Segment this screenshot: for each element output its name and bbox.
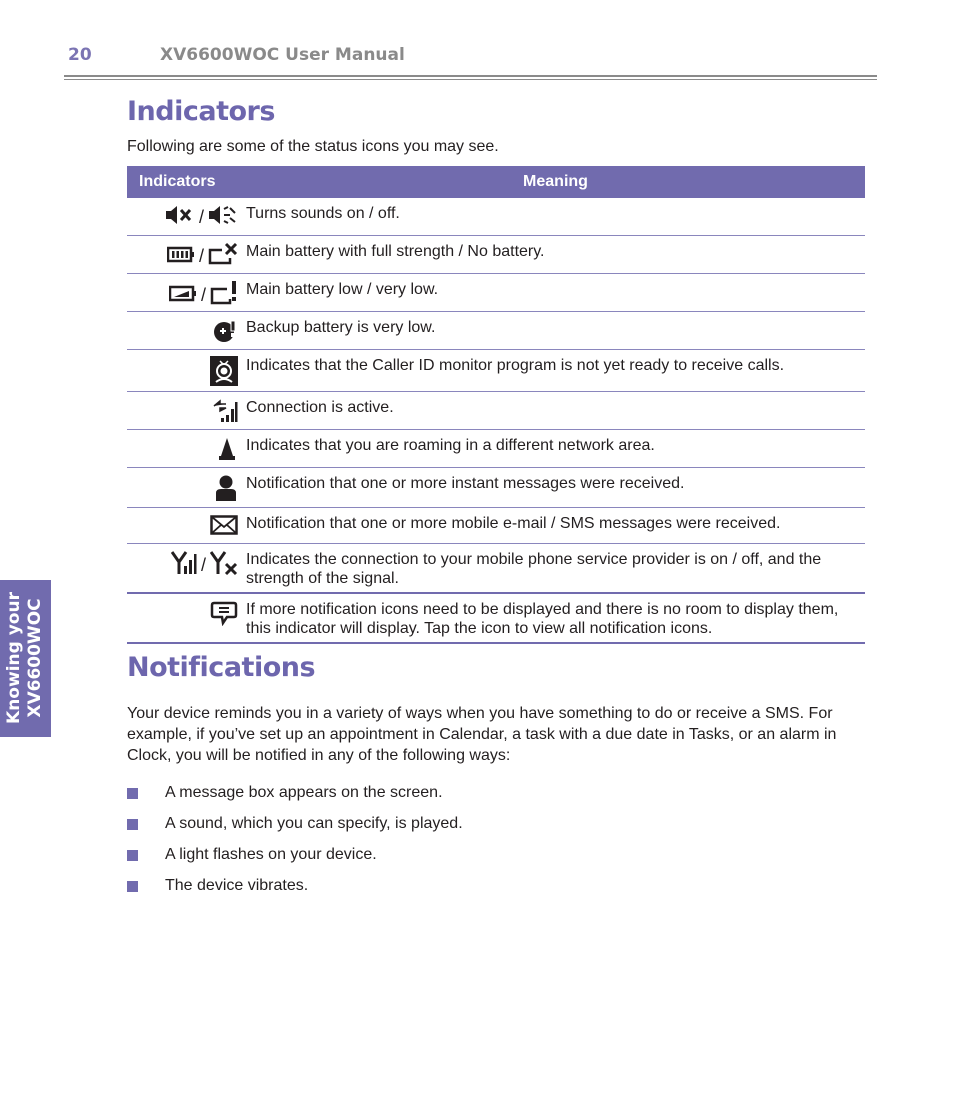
table-row (127, 391, 865, 429)
side-tab (0, 580, 51, 737)
bullet-square-icon (127, 850, 138, 861)
notifications-heading: Notifications (127, 652, 316, 683)
list-item-text: A light flashes on your device. (165, 846, 377, 863)
meaning-cell: Notification that one or more mobile e-mail / SMS messages were received. (246, 507, 865, 543)
battery-low-icon (169, 282, 197, 309)
roaming-icon (216, 436, 238, 467)
instant-message-icon (214, 474, 238, 507)
indicator-cell (127, 198, 246, 235)
bullet-square-icon (127, 881, 138, 892)
indicator-cell (127, 391, 246, 429)
table-row (127, 349, 865, 391)
header-rule-thin (64, 79, 877, 80)
table-row (127, 273, 865, 311)
list-item-text: A message box appears on the screen. (165, 784, 443, 801)
caller-id-not-ready-icon (210, 356, 238, 391)
meaning-cell: If more notification icons need to be displayed and there is no room to display them, this indicator will display. Tap the icon to view all notification icons. (246, 593, 865, 643)
speaker-on-icon (208, 204, 238, 231)
indicator-cell (127, 507, 246, 543)
page-header (0, 0, 954, 82)
notifications-paragraph: Your device reminds you in a variety of ways when you have something to do or receive a SMS. For example, if you’ve set up an appointment in Calendar, a task with a due date in Tasks, or an alarm in Clock, you will be notified in any of the following ways: (127, 705, 837, 764)
signal-off-icon (210, 550, 238, 581)
signal-on-icon (171, 550, 197, 581)
indicator-cell (127, 311, 246, 349)
slash-separator: / (200, 554, 206, 575)
indicators-intro: Following are some of the status icons you may see. (127, 138, 499, 155)
indicator-cell (127, 349, 246, 391)
indicator-cell (127, 273, 246, 311)
indicator-cell (127, 467, 246, 507)
table-row (127, 235, 865, 273)
slash-separator: / (198, 207, 204, 227)
battery-full-icon (167, 243, 195, 270)
indicator-cell (127, 235, 246, 273)
table-row (127, 507, 865, 543)
meaning-cell: Indicates that you are roaming in a different network area. (246, 429, 865, 467)
side-tab-label (4, 580, 46, 737)
list-item-text: A sound, which you can specify, is played. (165, 815, 463, 832)
running-title: XV6600WOC User Manual (160, 45, 405, 65)
table-row (127, 311, 865, 349)
indicators-table (127, 166, 865, 644)
envelope-icon (210, 514, 238, 541)
meaning-cell: Indicates that the Caller ID monitor program is not yet ready to receive calls. (246, 349, 865, 391)
side-tab-line-1: Knowing your (4, 592, 24, 724)
table-row (127, 467, 865, 507)
slash-separator: / (200, 284, 206, 305)
bullet-square-icon (127, 819, 138, 830)
speaker-off-icon (165, 204, 195, 231)
column-header-indicators: Indicators (127, 166, 246, 198)
side-tab-line-2: XV6600WOC (25, 598, 45, 718)
meaning-cell: Main battery with full strength / No battery. (246, 235, 865, 273)
list-item-text: The device vibrates. (165, 877, 309, 894)
page-number: 20 (68, 45, 92, 65)
indicator-cell (127, 593, 246, 643)
table-row (127, 543, 865, 593)
meaning-cell: Main battery low / very low. (246, 273, 865, 311)
bullet-square-icon (127, 788, 138, 799)
no-battery-icon (208, 242, 238, 271)
meaning-cell: Backup battery is very low. (246, 311, 865, 349)
indicators-heading: Indicators (127, 96, 275, 127)
indicator-cell (127, 429, 246, 467)
backup-battery-low-icon (212, 318, 238, 349)
battery-very-low-icon (210, 280, 238, 311)
table-row (127, 593, 865, 643)
connection-active-icon (212, 398, 238, 429)
meaning-cell: Notification that one or more instant messages were received. (246, 467, 865, 507)
slash-separator: / (198, 245, 204, 266)
table-row (127, 429, 865, 467)
meaning-cell: Turns sounds on / off. (246, 198, 865, 235)
indicator-cell (127, 543, 246, 593)
more-notifications-icon (210, 600, 238, 631)
meaning-cell: Connection is active. (246, 391, 865, 429)
table-header-row (127, 166, 865, 198)
table-row (127, 198, 865, 235)
meaning-cell: Indicates the connection to your mobile phone service provider is on / off, and the strength of the signal. (246, 543, 865, 593)
header-rule (64, 75, 877, 77)
column-header-meaning: Meaning (246, 166, 865, 198)
